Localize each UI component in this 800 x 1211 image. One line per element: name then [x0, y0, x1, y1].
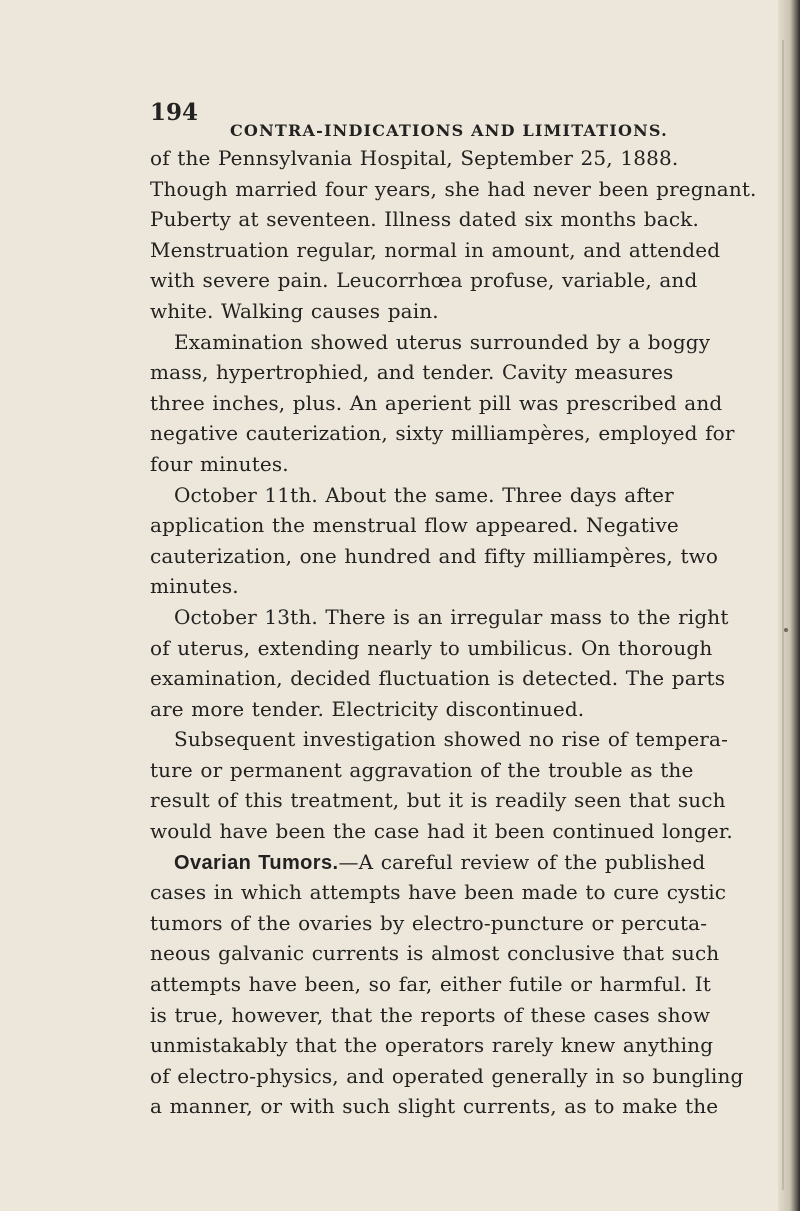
text-line: cauterization, one hundred and fifty milliampères, two — [150, 543, 719, 568]
page-header — [150, 99, 770, 139]
section-first-line-text: —A careful review of the published — [338, 849, 706, 874]
text-line: are more tender. Electricity discontinued. — [150, 696, 585, 721]
paper-speck — [784, 628, 788, 632]
text-line: application the menstrual flow appeared. Negative — [150, 513, 679, 538]
text-line: Puberty at seventeen. Illness dated six months back. — [150, 207, 699, 232]
running-head: CONTRA-INDICATIONS AND LIMITATIONS. — [230, 121, 668, 140]
text-line: three inches, plus. An aperient pill was prescribed and — [150, 390, 723, 415]
text-line: is true, however, that the reports of these cases show — [150, 1002, 711, 1027]
text-line: of electro-physics, and operated generally in so bungling — [150, 1063, 744, 1088]
body-text — [150, 143, 779, 1122]
text-line: neous galvanic currents is almost conclusive that such — [150, 941, 720, 966]
text-line: October 11th. About the same. Three days after — [174, 482, 674, 507]
text-line: Examination showed uterus surrounded by a boggy — [174, 329, 711, 354]
text-line: with severe pain. Leucorrhœa profuse, variable, and — [150, 268, 698, 293]
text-line: unmistakably that the operators rarely knew anything — [150, 1033, 714, 1058]
section-title: Ovarian Tumors. — [174, 851, 339, 874]
text-line: ture or permanent aggravation of the trouble as the — [150, 757, 694, 782]
text-line: minutes. — [150, 574, 239, 599]
text-line: cases in which attempts have been made to cure cystic — [150, 880, 727, 905]
text-line: examination, decided fluctuation is detected. The parts — [150, 666, 726, 691]
text-line: a manner, or with such slight currents, as to make the — [150, 1094, 719, 1119]
text-line: result of this treatment, but it is readily seen that such — [150, 788, 726, 813]
page-edge-line — [782, 40, 784, 1190]
text-line: Though married four years, she had never been pregnant. — [150, 176, 757, 201]
text-line: Subsequent investigation showed no rise of tempera- — [174, 727, 728, 752]
text-line: white. Walking causes pain. — [150, 298, 439, 323]
text-line: October 13th. There is an irregular mass to the right — [174, 604, 729, 629]
text-line: four minutes. — [150, 451, 289, 476]
text-line: attempts have been, so far, either futile or harmful. It — [150, 972, 711, 997]
text-line: would have been the case had it been continued longer. — [150, 819, 733, 844]
page-number: 194 — [150, 99, 199, 126]
section-first-line — [150, 847, 779, 878]
text-line: tumors of the ovaries by electro-puncture or percuta- — [150, 910, 708, 935]
text-line: of uterus, extending nearly to umbilicus. On thorough — [150, 635, 713, 660]
text-line: negative cauterization, sixty milliampères, employed for — [150, 421, 735, 446]
text-line: Menstruation regular, normal in amount, and attended — [150, 237, 721, 262]
text-line: of the Pennsylvania Hospital, September 25, 1888. — [150, 146, 679, 170]
text-line: mass, hypertrophied, and tender. Cavity measures — [150, 360, 674, 385]
